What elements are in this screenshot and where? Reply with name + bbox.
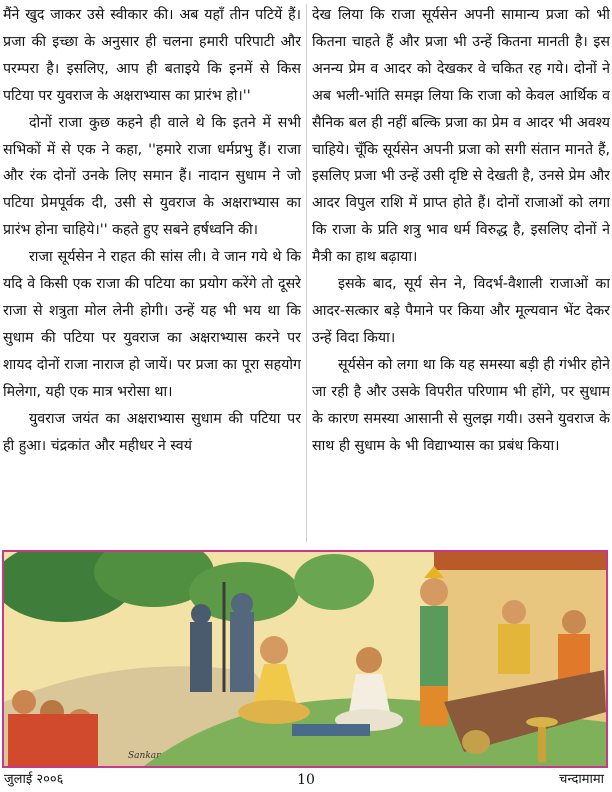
crowd-bodies <box>8 714 98 766</box>
seated-king-1-head <box>502 600 526 624</box>
statue-left-head <box>191 604 211 624</box>
left-text-column <box>3 2 301 544</box>
king-head <box>420 578 448 606</box>
right-text-column <box>312 2 610 544</box>
story-illustration <box>2 550 608 768</box>
prince-head <box>260 636 288 664</box>
teacher-head <box>356 647 382 673</box>
artist-signature: Sankar <box>128 751 161 761</box>
king-robe <box>420 606 448 686</box>
tree-right <box>294 554 374 610</box>
slate <box>292 724 370 736</box>
pavilion-canopy <box>434 552 606 570</box>
court-scene-drawing <box>4 552 606 766</box>
lamp-top <box>526 717 558 727</box>
lamp-stand <box>538 722 546 762</box>
seated-king-1-body <box>498 624 530 674</box>
left-paragraph-4: युवराज जयंत का अक्षराभ्यास सुधाम की पटिया पर ही हुआ। चंद्रकांत और महीधर ने स्वयं <box>3 410 301 454</box>
right-paragraph-1: देख लिया कि राजा सूर्यसेन अपनी सामान्य प्रजा को भी कितना चाहते हैं और प्रजा भी उन्हें कितना मानती है। इस अनन्य प्रेम व आदर को देखकर वे चकित रह गये। दोनों ने अब भली-भांति समझ लिया कि राजा को केवल आर्थिक व सैनिक बल ही नहीं बल्कि प्रजा का प्रेम व आदर भी अवश्य चाहिये। चूँकि सूर्यसेन अपनी प्रजा को सगी संतान मानते हैं, इसलिए प्रजा भी उन्हें उसी दृष्टि से देखती है, उनसे प्रेम और आदर विपुल राशि में प्राप्त होते हैं। दोनों राजाओं को लगा कि राजा के प्रति शत्रु भाव धर्म विरुद्ध है, इसलिए दोनों ने मैत्री का हाथ बढ़ाया। <box>312 7 610 266</box>
left-paragraph-1: मैंने खुद जाकर उसे स्वीकार की। अब यहाँ तीन पटियें हैं। प्रजा की इच्छा के अनुसार ही चलना हमारी परिपाटी और परम्परा है। इसलिए, आप ही बताइये कि इनमें से किस पटिया पर युवराज के अक्षराभ्यास का प्रारंभ हो।'' <box>3 7 301 104</box>
right-paragraph-2: इसके बाद, सूर्य सेन ने, विदर्भ-वैशाली राजाओं का आदर-सत्कार बड़े पैमाने पर किया और मूल्यवान भेंट देकर उन्हें विदा किया। <box>312 276 610 346</box>
left-paragraph-3: राजा सूर्यसेन ने राहत की सांस ली। वे जान गये थे कि यदि वे किसी एक राजा की पटिया का प्रयोग करेंगे तो दूसरे राजा से शत्रुता मोल लेनी होगी। उन्हें यह भी भय था कि सुधाम की पटिया पर युवराज का अक्षराभ्यास करने पर शायद दोनों राजा नाराज हो जायें। पर प्रजा का पूरा सहयोग मिलेगा, यही एक मात्र भरोसा था। <box>3 249 301 400</box>
pot <box>462 730 490 754</box>
seated-king-2-head <box>562 610 586 634</box>
crowd-head-1 <box>12 690 36 714</box>
right-paragraph-3: सूर्यसेन को लगा था कि यह समस्या बड़ी ही गंभीर होने जा रही है और उसके विपरीत परिणाम भी होंगे, पर सुधाम के कारण समस्या आसानी से सुलझ गयी। उसने युवराज के साथ ही सुधाम के भी विद्याभ्यास का प्रबंध किया। <box>312 356 610 454</box>
king-lower-robe <box>420 686 448 726</box>
statue-right <box>230 612 254 692</box>
footer-magazine-name: चन्दामामा <box>559 772 604 787</box>
statue-right-head <box>231 593 253 615</box>
statue-left <box>190 622 212 692</box>
prince-legs <box>238 700 310 724</box>
footer-date: जुलाई २००६ <box>4 772 64 787</box>
column-divider <box>306 4 307 542</box>
footer-page-number: 10 <box>297 772 315 788</box>
left-paragraph-2: दोनों राजा कुछ कहने ही वाले थे कि इतने में सभी सभिकों में से एक ने कहा, ''हमारे राजा धर्मप्रभु हैं। राजा और रंक दोनों उनके लिए समान हैं। नादान सुधाम ने जो पटिया प्रेमपूर्वक दी, उसी से युवराज के अक्षराभ्यास का प्रारंभ होना चाहिये।'' कहते हुए सबने हर्षध्वनि की। <box>3 114 301 239</box>
